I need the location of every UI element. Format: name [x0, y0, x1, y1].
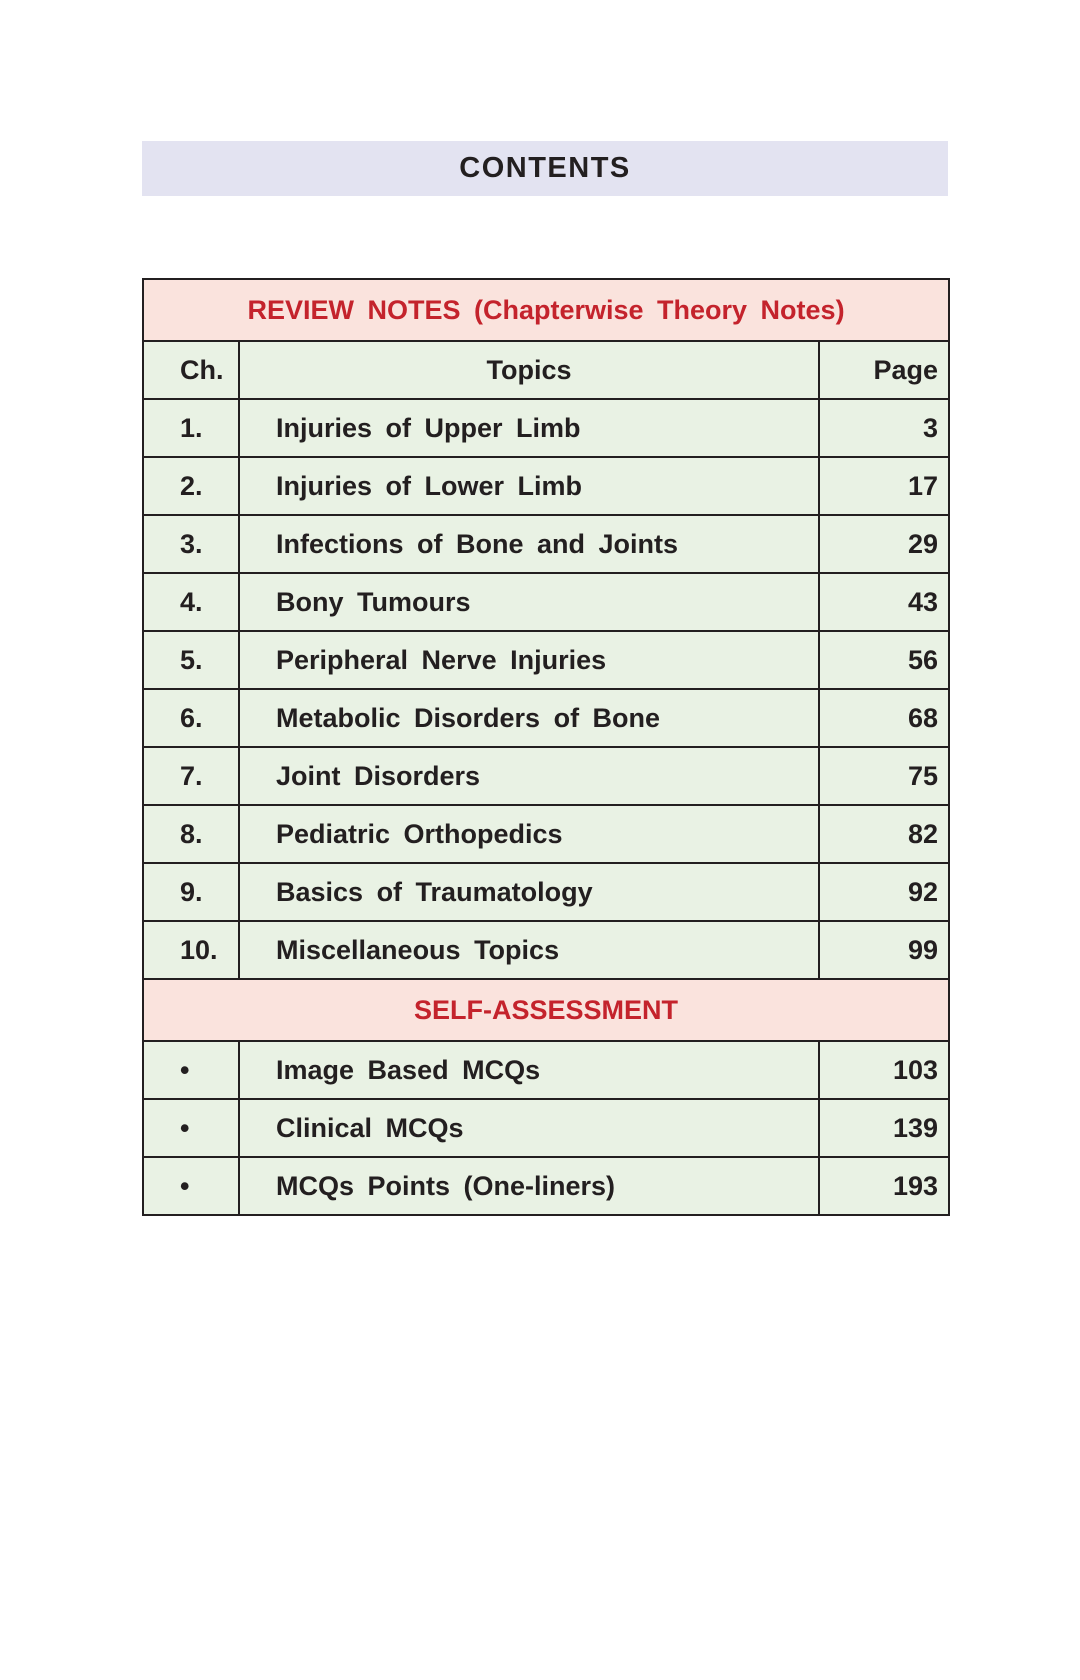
- chapter-number: 10.: [143, 921, 239, 979]
- assessment-page: 193: [819, 1157, 949, 1215]
- chapter-topic[interactable]: Metabolic Disorders of Bone: [239, 689, 819, 747]
- chapter-number: 5.: [143, 631, 239, 689]
- table-row[interactable]: [143, 631, 949, 689]
- table-row[interactable]: [143, 863, 949, 921]
- section-heading-self-assessment: SELF-ASSESSMENT: [143, 979, 949, 1041]
- section-heading-review-notes: REVIEW NOTES (Chapterwise Theory Notes): [143, 279, 949, 341]
- section-heading-row: [143, 979, 949, 1041]
- table-row[interactable]: [143, 805, 949, 863]
- chapter-page: 75: [819, 747, 949, 805]
- section-heading-row: [143, 279, 949, 341]
- chapter-topic[interactable]: Infections of Bone and Joints: [239, 515, 819, 573]
- column-header-topics: Topics: [239, 341, 819, 399]
- chapter-topic[interactable]: Injuries of Lower Limb: [239, 457, 819, 515]
- chapter-number: 7.: [143, 747, 239, 805]
- chapter-topic[interactable]: Basics of Traumatology: [239, 863, 819, 921]
- chapter-page: 82: [819, 805, 949, 863]
- column-header-ch: Ch.: [143, 341, 239, 399]
- chapter-topic[interactable]: Joint Disorders: [239, 747, 819, 805]
- chapter-page: 92: [819, 863, 949, 921]
- chapter-page: 3: [819, 399, 949, 457]
- chapter-number: 2.: [143, 457, 239, 515]
- chapter-page: 29: [819, 515, 949, 573]
- chapter-page: 56: [819, 631, 949, 689]
- chapter-page: 68: [819, 689, 949, 747]
- chapter-topic[interactable]: Bony Tumours: [239, 573, 819, 631]
- assessment-topic[interactable]: MCQs Points (One-liners): [239, 1157, 819, 1215]
- bullet-icon: •: [143, 1157, 239, 1215]
- chapter-topic[interactable]: Injuries of Upper Limb: [239, 399, 819, 457]
- chapter-number: 6.: [143, 689, 239, 747]
- chapter-number: 4.: [143, 573, 239, 631]
- table-row[interactable]: [143, 573, 949, 631]
- table-row[interactable]: [143, 747, 949, 805]
- column-header-row: [143, 341, 949, 399]
- bullet-icon: •: [143, 1041, 239, 1099]
- table-row[interactable]: [143, 457, 949, 515]
- chapter-topic[interactable]: Pediatric Orthopedics: [239, 805, 819, 863]
- chapter-page: 43: [819, 573, 949, 631]
- table-row[interactable]: [143, 921, 949, 979]
- assessment-page: 103: [819, 1041, 949, 1099]
- page-title: CONTENTS: [459, 152, 631, 184]
- table-row[interactable]: [143, 1099, 949, 1157]
- chapter-page: 17: [819, 457, 949, 515]
- chapter-page: 99: [819, 921, 949, 979]
- table-row[interactable]: [143, 689, 949, 747]
- chapter-topic[interactable]: Miscellaneous Topics: [239, 921, 819, 979]
- table-row[interactable]: [143, 1041, 949, 1099]
- chapter-number: 8.: [143, 805, 239, 863]
- table-row[interactable]: [143, 1157, 949, 1215]
- contents-title-bar: [142, 141, 948, 196]
- assessment-topic[interactable]: Image Based MCQs: [239, 1041, 819, 1099]
- contents-table: [142, 278, 950, 1216]
- chapter-number: 9.: [143, 863, 239, 921]
- column-header-page: Page: [819, 341, 949, 399]
- chapter-number: 1.: [143, 399, 239, 457]
- table-row[interactable]: [143, 399, 949, 457]
- assessment-topic[interactable]: Clinical MCQs: [239, 1099, 819, 1157]
- chapter-number: 3.: [143, 515, 239, 573]
- table-row[interactable]: [143, 515, 949, 573]
- bullet-icon: •: [143, 1099, 239, 1157]
- chapter-topic[interactable]: Peripheral Nerve Injuries: [239, 631, 819, 689]
- assessment-page: 139: [819, 1099, 949, 1157]
